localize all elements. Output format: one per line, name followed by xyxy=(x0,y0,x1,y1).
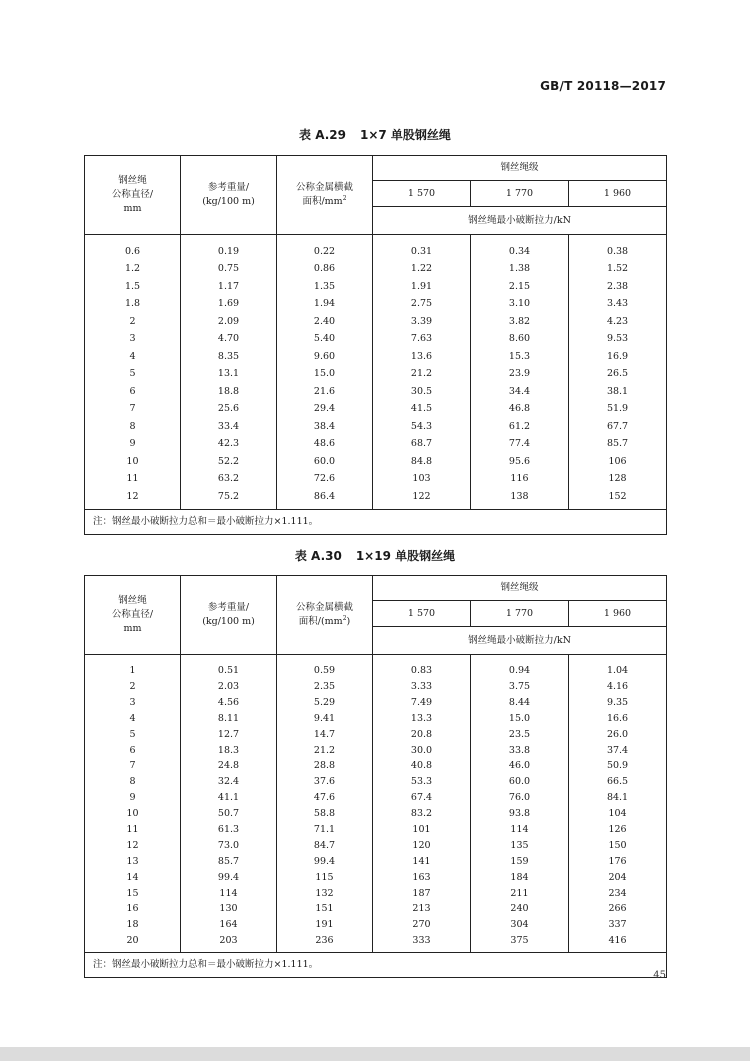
table-note: 注：钢丝最小破断拉力总和＝最小破断拉力×1.111。 xyxy=(85,509,667,534)
table-a29-title xyxy=(0,126,750,143)
weight-cell: 4.56 xyxy=(181,695,277,711)
area-cell: 37.6 xyxy=(277,774,373,790)
weight-cell: 13.1 xyxy=(181,366,277,384)
weight-cell: 12.7 xyxy=(181,727,277,743)
table-row xyxy=(85,790,667,806)
weight-cell: 32.4 xyxy=(181,774,277,790)
force-1960-cell: 4.23 xyxy=(569,313,667,331)
force-1960-cell: 51.9 xyxy=(569,401,667,419)
force-1570-cell: 0.83 xyxy=(373,655,471,679)
force-1770-cell: 211 xyxy=(471,885,569,901)
area-cell: 5.40 xyxy=(277,331,373,349)
diameter-cell: 13 xyxy=(85,854,181,870)
force-1570-cell: 30.5 xyxy=(373,383,471,401)
area-cell: 9.60 xyxy=(277,348,373,366)
weight-header: 参考重量/ (kg/100 m) xyxy=(181,156,277,235)
force-1960-cell: 9.35 xyxy=(569,695,667,711)
force-1570-cell: 68.7 xyxy=(373,436,471,454)
diameter-cell: 7 xyxy=(85,758,181,774)
table-row xyxy=(85,261,667,279)
diameter-cell: 8 xyxy=(85,774,181,790)
table-row xyxy=(85,235,667,261)
force-1570-cell: 0.31 xyxy=(373,235,471,261)
table-row xyxy=(85,278,667,296)
area-cell: 15.0 xyxy=(277,366,373,384)
force-1570-cell: 67.4 xyxy=(373,790,471,806)
force-1570-cell: 21.2 xyxy=(373,366,471,384)
diameter-cell: 1.2 xyxy=(85,261,181,279)
area-cell: 5.29 xyxy=(277,695,373,711)
diameter-cell: 11 xyxy=(85,822,181,838)
force-1960-cell: 16.9 xyxy=(569,348,667,366)
force-1770-cell: 33.8 xyxy=(471,742,569,758)
force-1960-cell: 38.1 xyxy=(569,383,667,401)
diameter-cell: 6 xyxy=(85,742,181,758)
force-1770-cell: 3.82 xyxy=(471,313,569,331)
force-1570-cell: 213 xyxy=(373,901,471,917)
table-row xyxy=(85,366,667,384)
force-1770-cell: 3.10 xyxy=(471,296,569,314)
force-1570-cell: 20.8 xyxy=(373,727,471,743)
table-row xyxy=(85,727,667,743)
diameter-header: 钢丝绳 公称直径/ mm xyxy=(85,576,181,655)
diameter-cell: 2 xyxy=(85,679,181,695)
force-1770-cell: 8.60 xyxy=(471,331,569,349)
force-1770-cell: 76.0 xyxy=(471,790,569,806)
force-1960-cell: 337 xyxy=(569,917,667,933)
area-cell: 29.4 xyxy=(277,401,373,419)
force-1770-cell: 116 xyxy=(471,471,569,489)
grade-header: 钢丝绳级 xyxy=(373,156,667,181)
force-1570-cell: 13.3 xyxy=(373,711,471,727)
force-1570-cell: 7.63 xyxy=(373,331,471,349)
table-row xyxy=(85,331,667,349)
force-1960-cell: 0.38 xyxy=(569,235,667,261)
area-cell: 151 xyxy=(277,901,373,917)
force-1960-cell: 67.7 xyxy=(569,418,667,436)
area-cell: 1.94 xyxy=(277,296,373,314)
diameter-cell: 5 xyxy=(85,366,181,384)
force-1770-cell: 240 xyxy=(471,901,569,917)
diameter-cell: 18 xyxy=(85,917,181,933)
table-row xyxy=(85,471,667,489)
table-a29-body xyxy=(85,235,667,510)
force-1570-cell: 84.8 xyxy=(373,453,471,471)
area-cell: 0.59 xyxy=(277,655,373,679)
force-1960-cell: 16.6 xyxy=(569,711,667,727)
weight-cell: 18.3 xyxy=(181,742,277,758)
area-header: 公称金属横截 面积$/(mm^2)$ xyxy=(277,576,373,655)
force-1570-cell: 3.33 xyxy=(373,679,471,695)
force-1770-cell: 8.44 xyxy=(471,695,569,711)
diameter-cell: 7 xyxy=(85,401,181,419)
force-1960-cell: 104 xyxy=(569,806,667,822)
weight-cell: 24.8 xyxy=(181,758,277,774)
weight-cell: 0.75 xyxy=(181,261,277,279)
force-1770-cell: 375 xyxy=(471,933,569,952)
force-1960-cell: 37.4 xyxy=(569,742,667,758)
weight-cell: 18.8 xyxy=(181,383,277,401)
diameter-cell: 12 xyxy=(85,488,181,509)
table-row xyxy=(85,679,667,695)
weight-cell: 130 xyxy=(181,901,277,917)
table-row xyxy=(85,742,667,758)
force-1960-cell: 4.16 xyxy=(569,679,667,695)
force-1960-cell: 26.5 xyxy=(569,366,667,384)
table-a30-number: 表 A.30 xyxy=(294,549,342,563)
force-1960-cell: 152 xyxy=(569,488,667,509)
weight-cell: 41.1 xyxy=(181,790,277,806)
force-1770-cell: 15.3 xyxy=(471,348,569,366)
force-1770-cell: 114 xyxy=(471,822,569,838)
force-1770-cell: 0.94 xyxy=(471,655,569,679)
weight-cell: 8.35 xyxy=(181,348,277,366)
weight-cell: 2.09 xyxy=(181,313,277,331)
force-1570-cell: 187 xyxy=(373,885,471,901)
table-a30-body xyxy=(85,655,667,953)
diameter-cell: 20 xyxy=(85,933,181,952)
weight-cell: 25.6 xyxy=(181,401,277,419)
weight-cell: 0.51 xyxy=(181,655,277,679)
area-cell: 58.8 xyxy=(277,806,373,822)
force-1960-cell: 50.9 xyxy=(569,758,667,774)
force-1570-cell: 40.8 xyxy=(373,758,471,774)
diameter-cell: 3 xyxy=(85,331,181,349)
area-header: 公称金属横截 面积$/mm^2$ xyxy=(277,156,373,235)
area-cell: 60.0 xyxy=(277,453,373,471)
table-a30-name: 1×19 单股钢丝绳 xyxy=(355,549,456,563)
force-1770-cell: 60.0 xyxy=(471,774,569,790)
area-cell: 191 xyxy=(277,917,373,933)
area-cell: 9.41 xyxy=(277,711,373,727)
force-1770-cell: 23.9 xyxy=(471,366,569,384)
area-cell: 84.7 xyxy=(277,838,373,854)
force-1960-cell: 26.0 xyxy=(569,727,667,743)
force-1770-cell: 46.0 xyxy=(471,758,569,774)
diameter-header: 钢丝绳 公称直径/ mm xyxy=(85,156,181,235)
area-cell: 21.6 xyxy=(277,383,373,401)
table-row xyxy=(85,453,667,471)
force-1770-cell: 138 xyxy=(471,488,569,509)
weight-cell: 164 xyxy=(181,917,277,933)
table-row xyxy=(85,711,667,727)
table-a30 xyxy=(84,575,667,978)
grade-1770: 1 770 xyxy=(471,601,569,627)
force-unit-header: 钢丝绳最小破断拉力/kN xyxy=(373,207,667,235)
area-cell: 47.6 xyxy=(277,790,373,806)
area-cell: 14.7 xyxy=(277,727,373,743)
force-1960-cell: 204 xyxy=(569,870,667,886)
weight-cell: 0.19 xyxy=(181,235,277,261)
force-1570-cell: 2.75 xyxy=(373,296,471,314)
page-bottom-band xyxy=(0,1047,750,1061)
force-1770-cell: 46.8 xyxy=(471,401,569,419)
force-1570-cell: 270 xyxy=(373,917,471,933)
weight-cell: 2.03 xyxy=(181,679,277,695)
area-cell: 1.35 xyxy=(277,278,373,296)
force-1960-cell: 1.04 xyxy=(569,655,667,679)
area-cell: 2.35 xyxy=(277,679,373,695)
area-cell: 99.4 xyxy=(277,854,373,870)
diameter-cell: 11 xyxy=(85,471,181,489)
table-row xyxy=(85,838,667,854)
force-1570-cell: 141 xyxy=(373,854,471,870)
table-row xyxy=(85,854,667,870)
force-1570-cell: 103 xyxy=(373,471,471,489)
force-1960-cell: 266 xyxy=(569,901,667,917)
force-1770-cell: 184 xyxy=(471,870,569,886)
force-1570-cell: 41.5 xyxy=(373,401,471,419)
table-row xyxy=(85,806,667,822)
weight-cell: 63.2 xyxy=(181,471,277,489)
diameter-cell: 4 xyxy=(85,348,181,366)
grade-1570: 1 570 xyxy=(373,181,471,207)
table-row xyxy=(85,901,667,917)
force-1770-cell: 93.8 xyxy=(471,806,569,822)
table-row xyxy=(85,655,667,679)
force-1960-cell: 1.52 xyxy=(569,261,667,279)
weight-cell: 4.70 xyxy=(181,331,277,349)
area-cell: 86.4 xyxy=(277,488,373,509)
force-1570-cell: 30.0 xyxy=(373,742,471,758)
diameter-cell: 16 xyxy=(85,901,181,917)
table-row xyxy=(85,695,667,711)
force-1570-cell: 101 xyxy=(373,822,471,838)
force-1770-cell: 135 xyxy=(471,838,569,854)
diameter-cell: 15 xyxy=(85,885,181,901)
force-1570-cell: 163 xyxy=(373,870,471,886)
force-1960-cell: 416 xyxy=(569,933,667,952)
grade-header: 钢丝绳级 xyxy=(373,576,667,601)
area-cell: 2.40 xyxy=(277,313,373,331)
table-row xyxy=(85,774,667,790)
table-row xyxy=(85,436,667,454)
area-cell: 48.6 xyxy=(277,436,373,454)
force-1770-cell: 61.2 xyxy=(471,418,569,436)
diameter-cell: 1 xyxy=(85,655,181,679)
table-a29 xyxy=(84,155,667,535)
diameter-cell: 3 xyxy=(85,695,181,711)
diameter-cell: 1.5 xyxy=(85,278,181,296)
force-1770-cell: 304 xyxy=(471,917,569,933)
diameter-cell: 6 xyxy=(85,383,181,401)
area-cell: 28.8 xyxy=(277,758,373,774)
table-row xyxy=(85,313,667,331)
weight-cell: 61.3 xyxy=(181,822,277,838)
force-1960-cell: 176 xyxy=(569,854,667,870)
diameter-cell: 10 xyxy=(85,453,181,471)
area-cell: 71.1 xyxy=(277,822,373,838)
force-1960-cell: 2.38 xyxy=(569,278,667,296)
table-row xyxy=(85,383,667,401)
weight-cell: 114 xyxy=(181,885,277,901)
force-1960-cell: 150 xyxy=(569,838,667,854)
diameter-cell: 14 xyxy=(85,870,181,886)
area-cell: 115 xyxy=(277,870,373,886)
grade-1770: 1 770 xyxy=(471,181,569,207)
force-unit-header: 钢丝绳最小破断拉力/kN xyxy=(373,627,667,655)
grade-1570: 1 570 xyxy=(373,601,471,627)
weight-cell: 85.7 xyxy=(181,854,277,870)
diameter-cell: 2 xyxy=(85,313,181,331)
diameter-cell: 0.6 xyxy=(85,235,181,261)
area-cell: 72.6 xyxy=(277,471,373,489)
document-code: GB/T 20118—2017 xyxy=(540,79,666,93)
diameter-cell: 8 xyxy=(85,418,181,436)
table-row xyxy=(85,822,667,838)
weight-header: 参考重量/ (kg/100 m) xyxy=(181,576,277,655)
page-number: 45 xyxy=(653,970,666,981)
force-1570-cell: 3.39 xyxy=(373,313,471,331)
weight-cell: 33.4 xyxy=(181,418,277,436)
weight-cell: 203 xyxy=(181,933,277,952)
force-1770-cell: 159 xyxy=(471,854,569,870)
weight-cell: 73.0 xyxy=(181,838,277,854)
grade-1960: 1 960 xyxy=(569,181,667,207)
table-row xyxy=(85,758,667,774)
weight-cell: 42.3 xyxy=(181,436,277,454)
force-1770-cell: 77.4 xyxy=(471,436,569,454)
weight-cell: 50.7 xyxy=(181,806,277,822)
diameter-cell: 10 xyxy=(85,806,181,822)
force-1570-cell: 120 xyxy=(373,838,471,854)
force-1770-cell: 1.38 xyxy=(471,261,569,279)
table-row xyxy=(85,488,667,509)
force-1570-cell: 7.49 xyxy=(373,695,471,711)
table-row xyxy=(85,933,667,952)
force-1960-cell: 3.43 xyxy=(569,296,667,314)
diameter-cell: 9 xyxy=(85,436,181,454)
diameter-cell: 9 xyxy=(85,790,181,806)
force-1570-cell: 83.2 xyxy=(373,806,471,822)
table-note: 注：钢丝最小破断拉力总和＝最小破断拉力×1.111。 xyxy=(85,953,667,978)
force-1770-cell: 2.15 xyxy=(471,278,569,296)
force-1960-cell: 126 xyxy=(569,822,667,838)
table-a29-name: 1×7 单股钢丝绳 xyxy=(360,128,451,142)
force-1960-cell: 234 xyxy=(569,885,667,901)
force-1960-cell: 85.7 xyxy=(569,436,667,454)
table-a30-title xyxy=(0,547,750,564)
diameter-cell: 12 xyxy=(85,838,181,854)
grade-1960: 1 960 xyxy=(569,601,667,627)
force-1570-cell: 1.91 xyxy=(373,278,471,296)
force-1770-cell: 0.34 xyxy=(471,235,569,261)
table-a29-number: 表 A.29 xyxy=(299,128,346,142)
table-row xyxy=(85,870,667,886)
force-1770-cell: 34.4 xyxy=(471,383,569,401)
force-1960-cell: 84.1 xyxy=(569,790,667,806)
weight-cell: 99.4 xyxy=(181,870,277,886)
area-cell: 132 xyxy=(277,885,373,901)
force-1960-cell: 106 xyxy=(569,453,667,471)
force-1570-cell: 54.3 xyxy=(373,418,471,436)
force-1570-cell: 333 xyxy=(373,933,471,952)
table-row xyxy=(85,885,667,901)
diameter-cell: 1.8 xyxy=(85,296,181,314)
area-cell: 0.22 xyxy=(277,235,373,261)
table-row xyxy=(85,917,667,933)
force-1770-cell: 3.75 xyxy=(471,679,569,695)
force-1570-cell: 13.6 xyxy=(373,348,471,366)
force-1960-cell: 128 xyxy=(569,471,667,489)
table-row xyxy=(85,296,667,314)
force-1570-cell: 122 xyxy=(373,488,471,509)
weight-cell: 75.2 xyxy=(181,488,277,509)
weight-cell: 1.69 xyxy=(181,296,277,314)
area-cell: 21.2 xyxy=(277,742,373,758)
table-row xyxy=(85,401,667,419)
weight-cell: 1.17 xyxy=(181,278,277,296)
force-1770-cell: 23.5 xyxy=(471,727,569,743)
diameter-cell: 5 xyxy=(85,727,181,743)
table-row xyxy=(85,418,667,436)
weight-cell: 52.2 xyxy=(181,453,277,471)
force-1960-cell: 9.53 xyxy=(569,331,667,349)
force-1570-cell: 1.22 xyxy=(373,261,471,279)
area-cell: 0.86 xyxy=(277,261,373,279)
force-1770-cell: 95.6 xyxy=(471,453,569,471)
area-cell: 38.4 xyxy=(277,418,373,436)
force-1770-cell: 15.0 xyxy=(471,711,569,727)
force-1960-cell: 66.5 xyxy=(569,774,667,790)
table-row xyxy=(85,348,667,366)
area-cell: 236 xyxy=(277,933,373,952)
diameter-cell: 4 xyxy=(85,711,181,727)
force-1570-cell: 53.3 xyxy=(373,774,471,790)
weight-cell: 8.11 xyxy=(181,711,277,727)
